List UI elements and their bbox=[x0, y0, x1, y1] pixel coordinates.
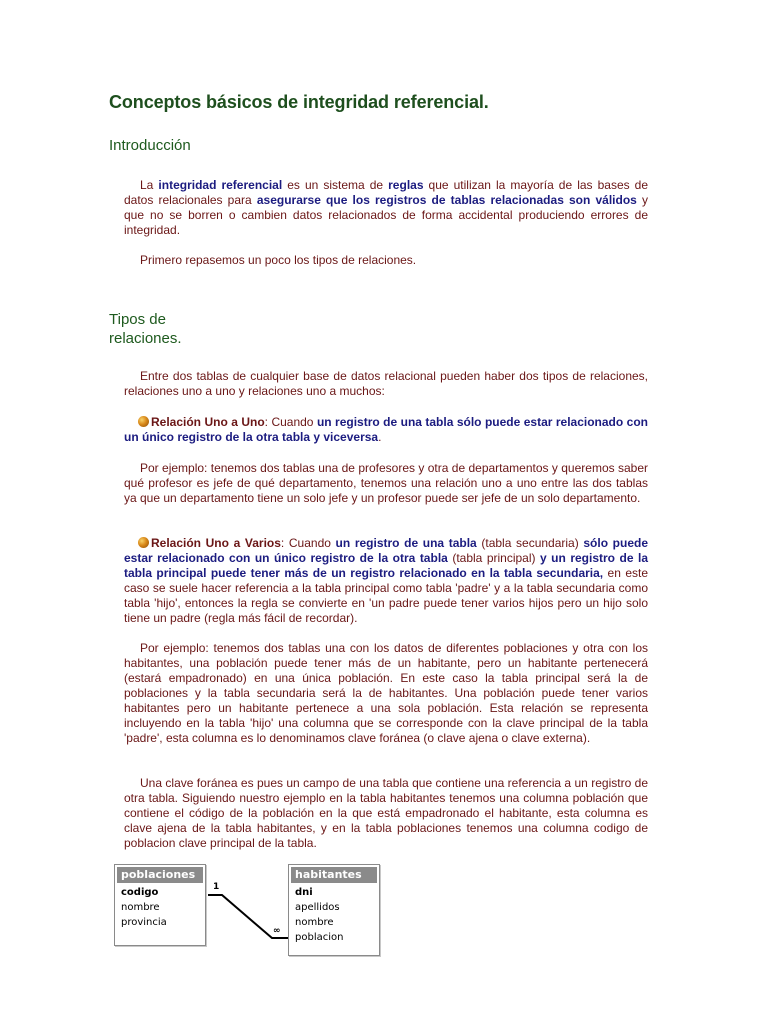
field-nombre: nombre bbox=[295, 917, 334, 928]
field-dni: dni bbox=[295, 887, 313, 898]
intro-paragraph-2: Primero repasemos un poco los tipos de relaciones. bbox=[140, 253, 417, 267]
cardinality-one-label: 1 bbox=[213, 882, 220, 892]
page-title: Conceptos básicos de integridad referencial. bbox=[109, 92, 489, 112]
field-codigo: codigo bbox=[121, 887, 159, 898]
tipos-paragraph: Entre dos tablas de cualquier base de datos relacional pueden haber dos tipos de relaciones, relaciones uno a uno y relaciones uno a muchos: bbox=[124, 369, 648, 398]
ejemplo-uno-a-uno-paragraph: Por ejemplo: tenemos dos tablas una de profesores y otra de departamentos y queremos saber qué profesor es jefe de qué departamento, tenemos una relación uno a uno entre las dos tablas ya que un departamento tiene un solo jefe y un profesor puede ser jefe de un solo departamento. bbox=[124, 461, 648, 505]
section-heading-tipos: Tipos de relaciones. bbox=[109, 311, 182, 347]
section-heading-introduccion: Introducción bbox=[109, 137, 191, 154]
field-poblacion: poblacion bbox=[295, 932, 344, 943]
clave-foranea-paragraph: Una clave foránea es pues un campo de una tabla que contiene una referencia a un registro de otra tabla. Siguiendo nuestro ejemplo en la tabla habitantes tenemos una columna población que contiene el código de la población en la que está empadronado el habitante, esta columna es clave ajena de la tabla habitantes, y en la tabla poblaciones tenemos una columna codigo de poblacion clave principal de la tabla. bbox=[124, 776, 648, 850]
field-apellidos: apellidos bbox=[295, 902, 340, 913]
intro-paragraph: La integridad referencial es un sistema de reglas que utilizan la mayoría de las bases de datos relacionales para asegurarse que los registros de tablas relacionadas son válidos y que no se borren o cambien datos relacionados de forma accidental produciendo errores de integridad. bbox=[124, 178, 649, 237]
uno-a-uno-paragraph: Relación Uno a Uno: Cuando un registro de una tabla sólo puede estar relacionado con un único registro de la otra tabla y viceversa. bbox=[124, 415, 648, 444]
field-provincia: provincia bbox=[121, 917, 167, 928]
bullet-ball-icon bbox=[138, 416, 149, 427]
relationship-diagram bbox=[112, 860, 384, 960]
table-header-habitantes: habitantes bbox=[291, 867, 377, 883]
uno-a-varios-paragraph: Relación Uno a Varios: Cuando un registro de una tabla (tabla secundaria) sólo puede estar relacionado con un único registro de la otra tabla (tabla principal) y un registro de la tabla principal puede tener más de un registro relacionado en la tabla secundaria, en este caso se suele hacer referencia a la tabla principal como tabla 'padre' y a la tabla secundaria como tabla 'hijo', entonces la regla se convierte en 'un padre puede tener varios hijos pero un hijo solo tiene un padre (regla más fácil de recordar). bbox=[124, 536, 649, 625]
bullet-ball-icon bbox=[138, 537, 149, 548]
table-box-habitantes bbox=[288, 864, 380, 956]
table-box-poblaciones bbox=[114, 864, 206, 946]
field-nombre: nombre bbox=[121, 902, 160, 913]
cardinality-many-label: ∞ bbox=[273, 926, 281, 936]
table-header-poblaciones: poblaciones bbox=[117, 867, 203, 883]
ejemplo-uno-a-varios-paragraph: Por ejemplo: tenemos dos tablas una con los datos de diferentes poblaciones y otra con los habitantes, una población puede tener más de un habitante, pero un habitante pertenecerá (estará empadronado) en una única población. En este caso la tabla principal será la de poblaciones y la tabla secundaria será la de habitantes. Una población puede tener varios habitantes pero un habitante pertenece a una sola población. Esta relación se representa incluyendo en la tabla 'hijo' una columna que se corresponde con la clave principal de la tabla 'padre', esta columna es lo denominamos clave foránea (o clave ajena o clave externa). bbox=[124, 641, 648, 745]
